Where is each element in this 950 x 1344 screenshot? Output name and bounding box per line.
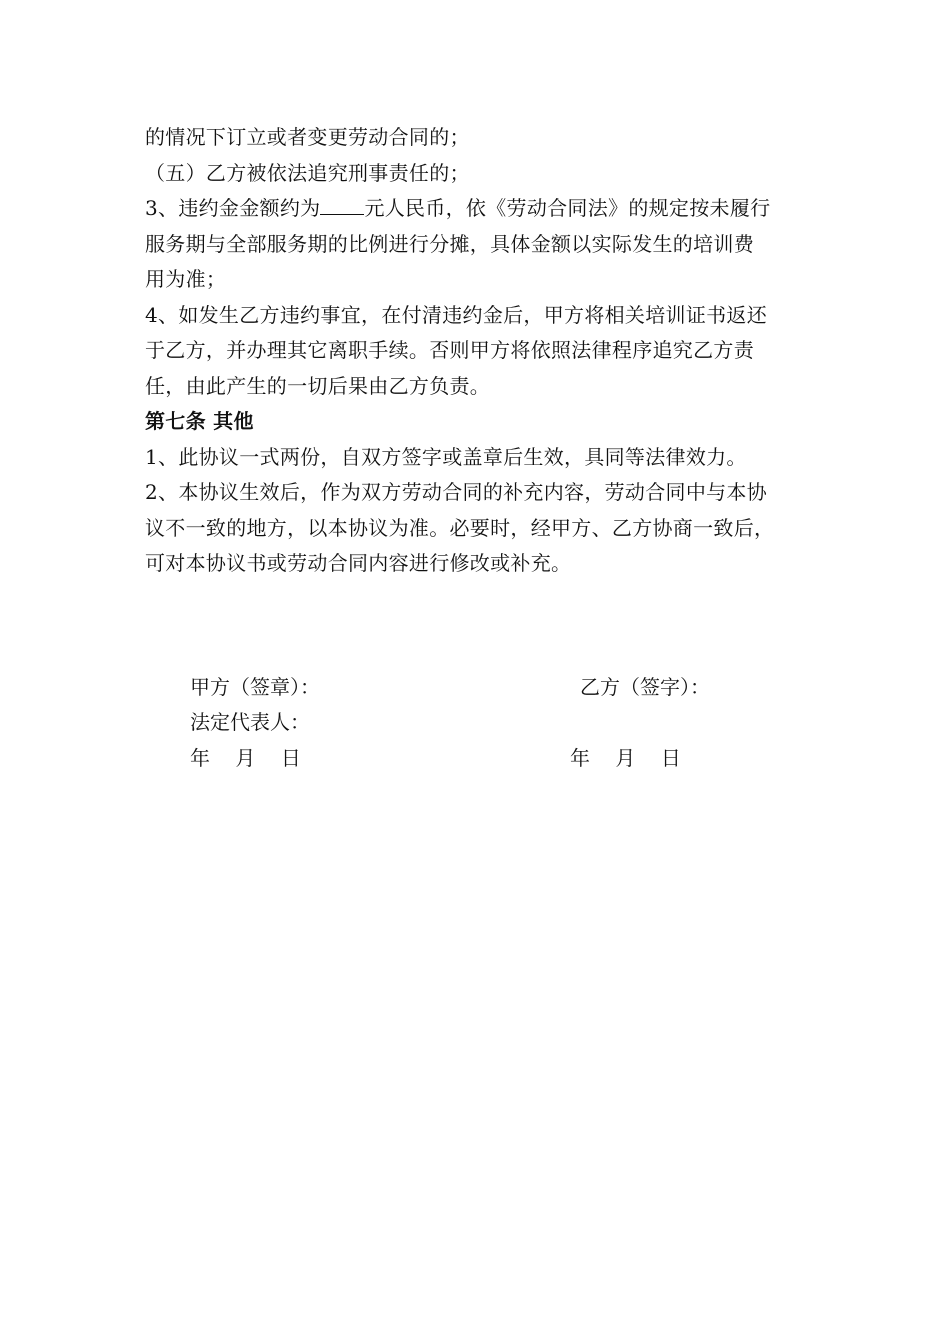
article-7-heading: 第七条 其他 <box>145 409 254 433</box>
clause-line-11: 2、本协议生效后，作为双方劳动合同的补充内容，劳动合同中与本协 <box>145 480 768 504</box>
clause-line-12: 议不一致的地方，以本协议为准。必要时，经甲方、乙方协商一致后， <box>145 515 775 540</box>
penalty-prefix: 3、违约金金额约为 <box>145 196 321 220</box>
clause-line-1: 的情况下订立或者变更劳动合同的； <box>145 125 470 149</box>
clause-item-5: （五）乙方被依法追究刑事责任的； <box>145 160 470 185</box>
party-b-signature-label: 乙方（签字）： <box>580 675 710 699</box>
penalty-suffix: 元人民币，依《劳动合同法》的规定按未履行 <box>364 196 771 220</box>
amount-blank <box>320 196 364 215</box>
clause-line-5: 用为准； <box>145 267 227 291</box>
clause-line-6: 4、如发生乙方违约事宜，在付清违约金后，甲方将相关培训证书返还 <box>145 302 768 327</box>
penalty-clause-line <box>145 191 810 227</box>
clause-line-13: 可对本协议书或劳动合同内容进行修改或补充。 <box>145 551 572 575</box>
clause-line-7: 于乙方，并办理其它离职手续。否则甲方将依照法律程序追究乙方责 <box>145 338 754 362</box>
party-a-date: 年 月 日 <box>190 746 301 770</box>
clause-line-10: 1、此协议一式两份，自双方签字或盖章后生效，具同等法律效力。 <box>145 444 747 469</box>
party-a-signature-label: 甲方（签章）： <box>190 675 320 699</box>
clause-line-8: 任，由此产生的一切后果由乙方负责。 <box>145 373 491 398</box>
document-body <box>145 120 810 582</box>
party-b-date: 年 月 日 <box>570 746 681 770</box>
clause-line-4: 服务期与全部服务期的比例进行分摊，具体金额以实际发生的培训费 <box>145 231 754 256</box>
legal-representative-label: 法定代表人： <box>190 710 310 734</box>
